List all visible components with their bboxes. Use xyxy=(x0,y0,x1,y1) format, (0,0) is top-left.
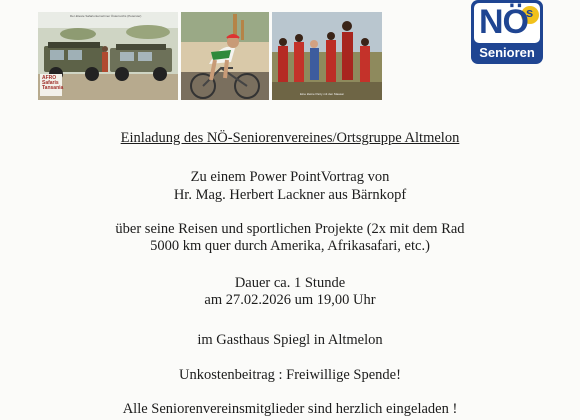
talk-intro: Zu einem Power PointVortrag von xyxy=(190,169,390,185)
maasai-photo-caption: Eine kleine Party mit den Maasai xyxy=(300,92,344,96)
logo-label: Senioren xyxy=(479,45,535,60)
noe-senioren-logo xyxy=(471,0,543,64)
speaker-name: Hr. Mag. Herbert Lackner aus Bärnkopf xyxy=(173,187,407,203)
duration: Dauer ca. 1 Stunde xyxy=(234,275,346,291)
safari-photo xyxy=(38,12,178,100)
topic-line-1: über seine Reisen und sportlichen Projekte (2x mit dem Rad xyxy=(115,221,465,237)
logo-letters: NÖ xyxy=(479,3,528,41)
venue: im Gasthaus Spiegl in Altmelon xyxy=(197,332,383,348)
maasai-photo xyxy=(272,12,382,100)
invitation-heading: Einladung des NÖ-Seniorenvereines/Ortsgruppe Altmelon xyxy=(120,130,460,146)
safari-company-logo: AFRO Safaris Tansania xyxy=(42,75,64,91)
date-time: am 27.02.2026 um 19,00 Uhr xyxy=(204,292,376,308)
safari-photo-caption: Der älteste Safariunternehmer Österreichs (Peterster) xyxy=(70,14,142,18)
cyclist-photo xyxy=(181,12,269,100)
closing-line: Alle Seniorenvereinsmitglieder sind herzlich eingeladen ! xyxy=(122,401,458,417)
topic-line-2: 5000 km quer durch Amerika, Afrikasafari, etc.) xyxy=(150,238,430,254)
fee: Unkostenbeitrag : Freiwillige Spende! xyxy=(179,367,401,383)
logo-s: s xyxy=(526,5,534,20)
